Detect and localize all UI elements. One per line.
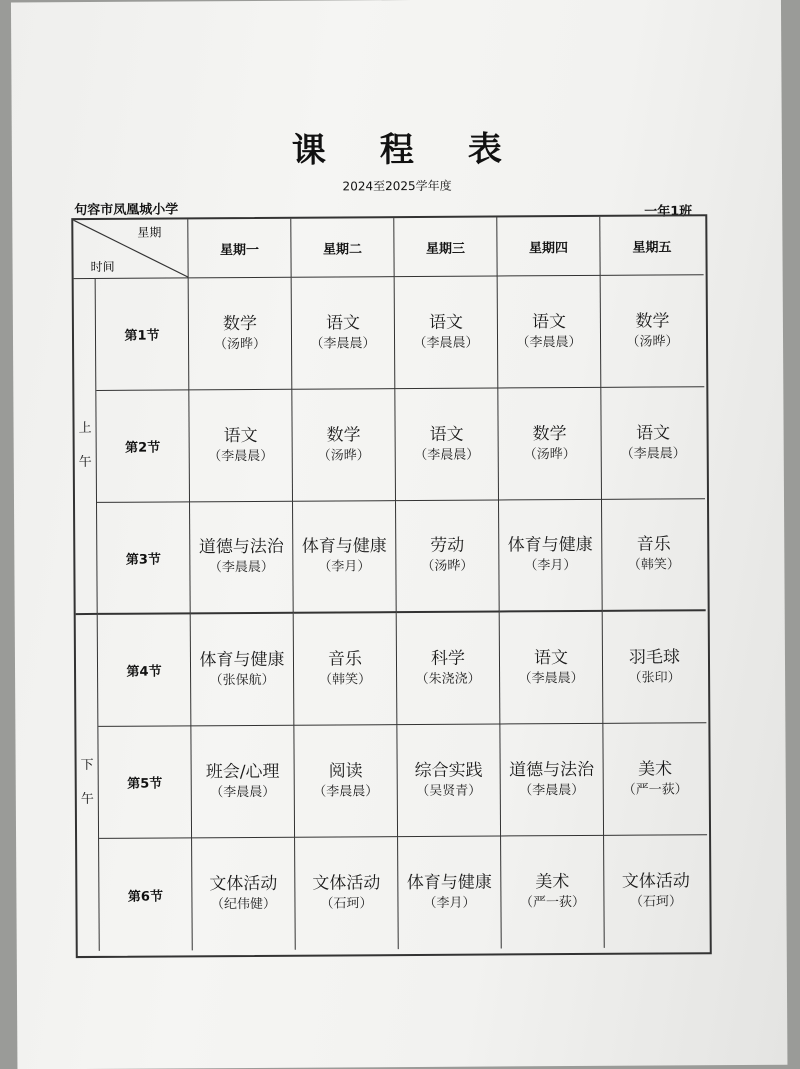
- teacher-name: （汤晔）: [626, 333, 679, 350]
- class-cell: [397, 612, 501, 725]
- subject-name: 班会/心理: [205, 761, 280, 782]
- session-label: 午: [80, 791, 94, 808]
- class-cell: [498, 276, 602, 389]
- day-header: 星期二: [291, 218, 394, 278]
- session-label: 午: [78, 454, 92, 471]
- period-label: 第2节: [96, 390, 190, 503]
- teacher-name: （李晨晨）: [310, 335, 376, 352]
- teacher-name: （李月）: [318, 559, 371, 575]
- class-cell: [602, 499, 706, 612]
- corner-time-label: 时间: [90, 259, 115, 274]
- class-cell: [398, 836, 502, 949]
- teacher-name: （纪伟健）: [210, 896, 277, 913]
- day-header: 星期一: [188, 219, 291, 279]
- subject-name: 阅读: [328, 760, 363, 782]
- teacher-name: （李晨晨）: [620, 445, 686, 462]
- class-cell: [603, 611, 707, 724]
- teacher-name: （李晨晨）: [208, 448, 274, 464]
- class-cell: [501, 836, 605, 949]
- class-cell: [292, 389, 396, 502]
- class-cell: [397, 724, 501, 837]
- period-label: 第5节: [98, 726, 192, 839]
- class-cell: [498, 388, 602, 501]
- subject-name: 文体活动: [312, 873, 381, 894]
- teacher-name: （李晨晨）: [313, 783, 379, 800]
- class-cell: [190, 502, 294, 615]
- teacher-name: （李晨晨）: [414, 447, 480, 463]
- class-name: 一年1班: [644, 204, 693, 220]
- class-cell: [395, 388, 499, 501]
- class-cell: [191, 614, 295, 727]
- subject-name: 文体活动: [621, 871, 690, 892]
- class-cell: [500, 612, 604, 725]
- subject-name: 语文: [325, 312, 360, 334]
- class-cell: [500, 724, 604, 837]
- subject-name: 音乐: [327, 648, 363, 670]
- teacher-name: （朱浇浇）: [415, 671, 481, 687]
- subject-name: 数学: [222, 313, 257, 334]
- teacher-name: （李晨晨）: [518, 670, 584, 686]
- teacher-name: （汤晔）: [213, 336, 267, 352]
- paper-sheet: [11, 0, 788, 1069]
- subject-name: 音乐: [636, 534, 671, 555]
- subject-name: 语文: [429, 424, 464, 445]
- class-cell: [292, 277, 396, 390]
- class-cell: [294, 725, 398, 838]
- subject-name: 劳动: [430, 535, 465, 556]
- teacher-name: （石珂）: [320, 896, 373, 912]
- teacher-name: （李月）: [524, 558, 577, 574]
- teacher-name: （汤晔）: [317, 447, 370, 464]
- period-label: 第1节: [96, 278, 190, 391]
- page-title: 课程表: [291, 129, 556, 171]
- session-label: 下: [80, 757, 94, 774]
- day-header: 星期五: [600, 216, 703, 276]
- teacher-name: （汤晔）: [421, 558, 474, 574]
- timetable-grid: [73, 216, 709, 956]
- subject-name: 道德与法治: [509, 759, 595, 780]
- class-cell: [294, 613, 398, 726]
- class-cell: [603, 723, 707, 836]
- subject-name: 语文: [533, 647, 569, 668]
- teacher-name: （李晨晨）: [210, 784, 276, 800]
- subject-name: 羽毛球: [628, 646, 681, 668]
- subject-name: 体育与健康: [199, 649, 285, 670]
- teacher-name: （韩笑）: [627, 557, 680, 573]
- subject-name: 数学: [532, 423, 567, 444]
- class-cell: [189, 278, 293, 391]
- subject-name: 体育与健康: [507, 534, 593, 556]
- teacher-name: （李晨晨）: [519, 782, 585, 798]
- teacher-name: （韩笑）: [319, 671, 372, 688]
- teacher-name: （李晨晨）: [413, 335, 479, 351]
- subject-name: 语文: [223, 425, 258, 446]
- school-year: 2024至2025学年度: [342, 178, 452, 194]
- subject-name: 语文: [428, 312, 463, 333]
- class-cell: [601, 275, 705, 388]
- school-name: 句容市凤凰城小学: [74, 202, 179, 219]
- subject-name: 美术: [638, 758, 673, 780]
- subject-name: 美术: [535, 872, 570, 893]
- teacher-name: （吴贤青）: [416, 783, 482, 799]
- teacher-name: （李晨晨）: [208, 559, 274, 576]
- subject-name: 语文: [636, 422, 671, 444]
- teacher-name: （汤晔）: [523, 446, 576, 462]
- period-label: 第3节: [97, 502, 191, 615]
- teacher-name: （严一荻）: [519, 894, 586, 911]
- class-cell: [395, 276, 499, 389]
- teacher-name: （李晨晨）: [516, 334, 582, 350]
- subject-name: 体育与健康: [301, 536, 387, 557]
- class-cell: [499, 500, 603, 613]
- class-cell: [396, 500, 500, 613]
- subject-name: 数学: [326, 424, 361, 446]
- teacher-name: （张印）: [628, 669, 681, 686]
- subject-name: 道德与法治: [198, 536, 284, 558]
- day-header: 星期三: [394, 217, 497, 277]
- timetable: [71, 214, 712, 958]
- subject-name: 数学: [635, 310, 670, 332]
- session-afternoon: [76, 615, 100, 951]
- session-label: 上: [78, 420, 92, 437]
- class-cell: [601, 387, 705, 500]
- teacher-name: （张保航）: [209, 672, 275, 688]
- teacher-name: （李月）: [423, 895, 476, 911]
- subject-name: 语文: [531, 311, 566, 332]
- corner-day-label: 星期: [137, 225, 162, 240]
- class-cell: [604, 835, 708, 948]
- subject-name: 体育与健康: [406, 872, 492, 894]
- period-label: 第4节: [98, 614, 192, 727]
- class-cell: [293, 501, 397, 614]
- class-cell: [189, 390, 293, 503]
- subject-name: 综合实践: [414, 760, 483, 781]
- class-cell: [192, 838, 296, 951]
- subject-name: 科学: [430, 648, 466, 669]
- teacher-name: （严一荻）: [622, 781, 688, 798]
- class-cell: [295, 837, 399, 950]
- session-morning: [74, 279, 98, 615]
- day-header: 星期四: [497, 217, 600, 277]
- period-label: 第6节: [99, 838, 193, 951]
- subject-name: 文体活动: [209, 873, 278, 895]
- teacher-name: （石珂）: [629, 894, 683, 910]
- corner-header: [73, 219, 188, 279]
- class-cell: [191, 726, 295, 839]
